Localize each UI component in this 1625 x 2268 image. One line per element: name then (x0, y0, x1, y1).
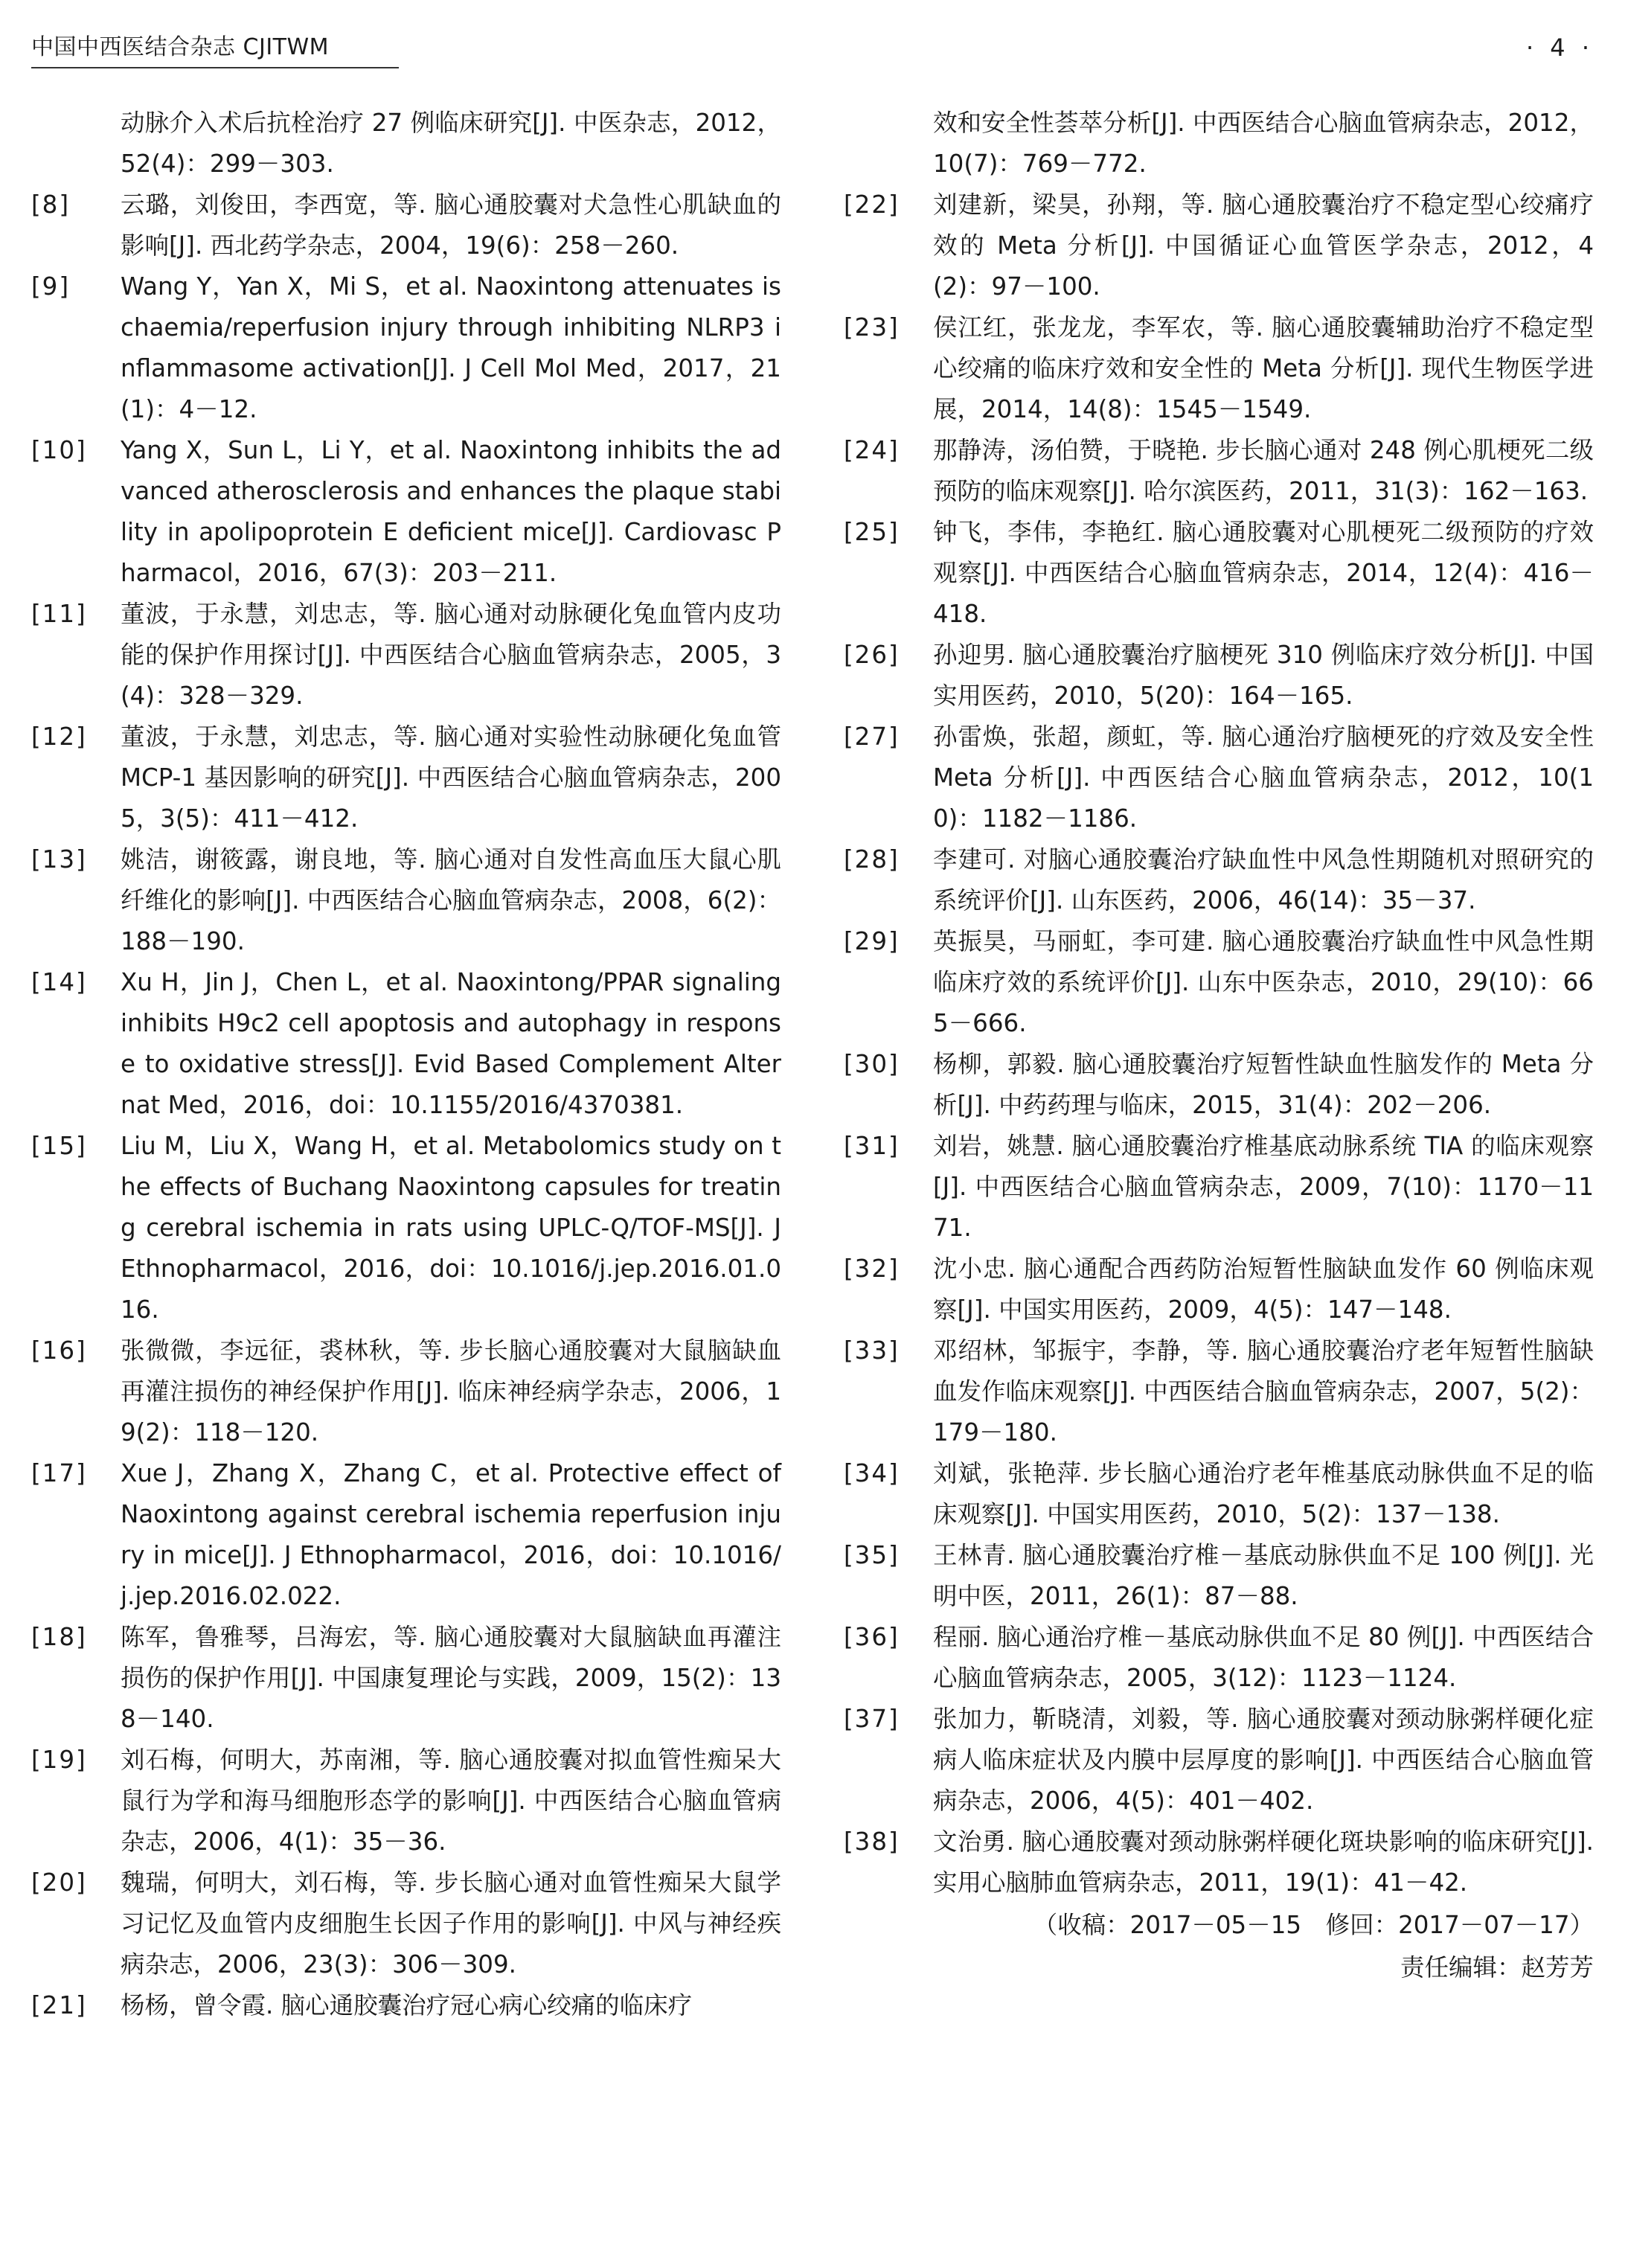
reference-text: 魏瑞，何明大，刘石梅，等. 步长脑心通对血管性痴呆大鼠学习记忆及血管内皮细胞生长因子作用的影响[J]. 中风与神经疾病杂志，2006，23(3)：306－309. (121, 1868, 781, 1979)
reference-text: 董波，于永慧，刘忠志，等. 脑心通对实验性动脉硬化兔血管 MCP-1 基因影响的研究[J]. 中西医结合心脑血管病杂志，2005，3(5)：411－412. (121, 723, 781, 833)
reference-number: [31] (844, 1132, 900, 1160)
reference-number: [37] (844, 1705, 900, 1733)
header-rule (31, 67, 399, 68)
reference-number: [32] (844, 1255, 900, 1283)
reference-number: [26] (844, 641, 900, 669)
reference-number: [23] (844, 313, 900, 342)
reference-item (31, 1862, 781, 1985)
reference-item (31, 1985, 781, 2026)
reference-text: 钟飞，李伟，李艳红. 脑心通胶囊对心肌梗死二级预防的疗效观察[J]. 中西医结合心脑血管病杂志，2014，12(4)：416－418. (933, 518, 1594, 628)
reference-item (31, 266, 781, 430)
reference-text: 姚洁，谢筱露，谢良地，等. 脑心通对自发性高血压大鼠心肌纤维化的影响[J]. 中西医结合心脑血管病杂志，2008，6(2)：188－190. (121, 845, 781, 955)
reference-text: 张微微，李远征，裘林秋，等. 步长脑心通胶囊对大鼠脑缺血再灌注损伤的神经保护作用[J]. 临床神经病学杂志，2006，19(2)：118－120. (121, 1336, 781, 1447)
reference-item (844, 921, 1594, 1044)
reference-number: [35] (844, 1541, 900, 1569)
reference-item (844, 185, 1594, 307)
reference-item (31, 1330, 781, 1453)
reference-text: 杨杨，曾令霞. 脑心通胶囊治疗冠心病心绞痛的临床疗 (121, 1991, 693, 2019)
reference-number: [10] (31, 436, 87, 464)
reference-text: 王林青. 脑心通胶囊治疗椎－基底动脉供血不足 100 例[J]. 光明中医，2011，26(1)：87－88. (933, 1541, 1594, 1610)
reference-number: [21] (31, 1991, 87, 2019)
reference-number: [14] (31, 968, 87, 996)
reference-item (31, 1453, 781, 1617)
reference-number: [19] (31, 1746, 87, 1774)
reference-number: [22] (844, 190, 900, 219)
reference-text: 英振昊，马丽虹，李可建. 脑心通胶囊治疗缺血性中风急性期临床疗效的系统评价[J]. 山东中医杂志，2010，29(10)：665－666. (933, 927, 1594, 1037)
reference-list-left (31, 185, 781, 2026)
page-header (31, 31, 1594, 76)
reference-text: Wang Y，Yan X，Mi S，et al. Naoxintong attenuates ischaemia/reperfusion injury through inhibiting NLRP3 inflammasome activation[J]. J Cell Mol Med，2017，21(1)：4－12. (121, 272, 781, 423)
right-column (844, 103, 1594, 1988)
reference-text: 张加力，靳晓清，刘毅，等. 脑心通胶囊对颈动脉粥样硬化症病人临床症状及内膜中层厚度的影响[J]. 中西医结合心脑血管病杂志，2006，4(5)：401－402. (933, 1705, 1594, 1815)
reference-item (31, 717, 781, 839)
reference-text: 刘石梅，何明大，苏南湘，等. 脑心通胶囊对拟血管性痴呆大鼠行为学和海马细胞形态学的影响[J]. 中西医结合心脑血管病杂志，2006，4(1)：35－36. (121, 1746, 781, 1856)
reference-text: Yang X，Sun L，Li Y，et al. Naoxintong inhibits the advanced atherosclerosis and enhances the plaque stability in apolipoprotein E deficient mice[J]. Cardiovasc Pharmacol，2016，67(3)：203－211. (121, 436, 781, 587)
left-column (31, 103, 781, 2026)
reference-item (31, 1126, 781, 1330)
reference-continuation: 动脉介入术后抗栓治疗 27 例临床研究[J]. 中医杂志，2012，52(4)：299－303. (121, 109, 781, 178)
reference-item (844, 1044, 1594, 1126)
reference-number: [18] (31, 1623, 87, 1651)
reference-text: 陈军，鲁雅琴，吕海宏，等. 脑心通胶囊对大鼠脑缺血再灌注损伤的保护作用[J]. 中国康复理论与实践，2009，15(2)：138－140. (121, 1623, 781, 1733)
reference-item (31, 1617, 781, 1740)
reference-item (844, 635, 1594, 717)
reference-number: [27] (844, 723, 900, 751)
reference-item (844, 1535, 1594, 1617)
reference-item (844, 1330, 1594, 1453)
reference-item (31, 1740, 781, 1862)
reference-item (31, 962, 781, 1126)
reference-number: [12] (31, 723, 87, 751)
received-dates: （收稿：2017－05－15 修回：2017－07－17） (1033, 1911, 1594, 1939)
reference-text: 那静涛，汤伯赞，于晓艳. 步长脑心通对 248 例心肌梗死二级预防的临床观察[J]. 哈尔滨医药，2011，31(3)：162－163. (933, 436, 1594, 505)
reference-text: 沈小忠. 脑心通配合西药防治短暂性脑缺血发作 60 例临床观察[J]. 中国实用医药，2009，4(5)：147－148. (933, 1255, 1594, 1324)
reference-item (844, 1249, 1594, 1330)
reference-list-right (844, 185, 1594, 1903)
reference-continuation: 效和安全性荟萃分析[J]. 中西医结合心脑血管病杂志，2012，10(7)：769－772. (933, 109, 1594, 178)
reference-number: [38] (844, 1827, 900, 1856)
reference-item (844, 1126, 1594, 1249)
reference-text: 刘斌，张艳萍. 步长脑心通治疗老年椎基底动脉供血不足的临床观察[J]. 中国实用医药，2010，5(2)：137－138. (933, 1459, 1594, 1528)
reference-text: 李建可. 对脑心通胶囊治疗缺血性中风急性期随机对照研究的系统评价[J]. 山东医药，2006，46(14)：35－37. (933, 845, 1594, 914)
reference-number: [16] (31, 1336, 87, 1365)
reference-text: 文治勇. 脑心通胶囊对颈动脉粥样硬化斑块影响的临床研究[J]. 实用心脑肺血管病杂志，2011，19(1)：41－42. (933, 1827, 1594, 1897)
page-number: · 4 · (1525, 33, 1594, 62)
reference-number: [15] (31, 1132, 87, 1160)
reference-text: 孙雷焕，张超，颜虹，等. 脑心通治疗脑梗死的疗效及安全性 Meta 分析[J]. 中西医结合心脑血管病杂志，2012，10(10)：1182－1186. (933, 723, 1594, 833)
reference-item (844, 1617, 1594, 1699)
journal-name: 中国中西医结合杂志 CJITWM (31, 34, 330, 60)
reference-number: [13] (31, 845, 87, 874)
reference-item (31, 185, 781, 266)
reference-text: 侯江红，张龙龙，李军农，等. 脑心通胶囊辅助治疗不稳定型心绞痛的临床疗效和安全性的 Meta 分析[J]. 现代生物医学进展，2014，14(8)：1545－1549. (933, 313, 1594, 423)
reference-text: Xue J，Zhang X，Zhang C，et al. Protective effect of Naoxintong against cerebral ischemia reperfusion injury in mice[J]. J Ethnopharmacol，2016，doi：10.1016/j.jep.2016.02.022. (121, 1459, 781, 1610)
reference-number: [30] (844, 1050, 900, 1078)
reference-number: [25] (844, 518, 900, 546)
reference-text: 邓绍林，邹振宇，李静，等. 脑心通胶囊治疗老年短暂性脑缺血发作临床观察[J]. 中西医结合脑血管病杂志，2007，5(2)：179－180. (933, 1336, 1594, 1447)
reference-text: 云璐，刘俊田，李西宽，等. 脑心通胶囊对犬急性心肌缺血的影响[J]. 西北药学杂志，2004，19(6)：258－260. (121, 190, 781, 260)
reference-item (31, 430, 781, 594)
reference-text: Liu M，Liu X，Wang H，et al. Metabolomics study on the effects of Buchang Naoxintong capsules for treating cerebral ischemia in rats using UPLC-Q/TOF-MS[J]. J Ethnopharmacol，2016，doi：10.1016/j.jep.2016.01.016. (121, 1132, 781, 1324)
reference-item (844, 1453, 1594, 1535)
reference-number: [20] (31, 1868, 87, 1897)
reference-item (844, 512, 1594, 635)
reference-number: [8] (31, 190, 71, 219)
reference-item (844, 717, 1594, 839)
reference-text: 刘建新，梁昊，孙翔，等. 脑心通胶囊治疗不稳定型心绞痛疗效的 Meta 分析[J]. 中国循证心血管医学杂志，2012，4(2)：97－100. (933, 190, 1594, 301)
reference-item (844, 307, 1594, 430)
reference-number: [17] (31, 1459, 87, 1487)
reference-item (844, 1822, 1594, 1903)
reference-text: 程丽. 脑心通治疗椎－基底动脉供血不足 80 例[J]. 中西医结合心脑血管病杂志，2005，3(12)：1123－1124. (933, 1623, 1594, 1692)
reference-item (31, 839, 781, 962)
reference-item (31, 594, 781, 717)
reference-number: [9] (31, 272, 71, 301)
reference-text: 董波，于永慧，刘忠志，等. 脑心通对动脉硬化兔血管内皮功能的保护作用探讨[J]. 中西医结合心脑血管病杂志，2005，3(4)：328－329. (121, 600, 781, 710)
reference-number: [36] (844, 1623, 900, 1651)
reference-number: [29] (844, 927, 900, 955)
reference-text: 孙迎男. 脑心通胶囊治疗脑梗死 310 例临床疗效分析[J]. 中国实用医药，2010，5(20)：164－165. (933, 641, 1594, 710)
reference-item (844, 839, 1594, 921)
reference-number: [24] (844, 436, 900, 464)
reference-number: [11] (31, 600, 87, 628)
responsible-editor: 责任编辑：赵芳芳 (1400, 1953, 1594, 1982)
reference-number: [33] (844, 1336, 900, 1365)
reference-text: Xu H，Jin J，Chen L，et al. Naoxintong/PPAR signaling inhibits H9c2 cell apoptosis and autophagy in response to oxidative stress[J]. Evid Based Complement Alternat Med，2016，doi：10.1155/2016/4370381. (121, 968, 781, 1119)
reference-item (844, 1699, 1594, 1822)
reference-item (844, 430, 1594, 512)
reference-text: 刘岩，姚慧. 脑心通胶囊治疗椎基底动脉系统 TIA 的临床观察[J]. 中西医结合心脑血管病杂志，2009，7(10)：1170－1171. (933, 1132, 1594, 1242)
reference-text: 杨柳，郭毅. 脑心通胶囊治疗短暂性缺血性脑发作的 Meta 分析[J]. 中药药理与临床，2015，31(4)：202－206. (933, 1050, 1594, 1119)
reference-number: [28] (844, 845, 900, 874)
reference-number: [34] (844, 1459, 900, 1487)
